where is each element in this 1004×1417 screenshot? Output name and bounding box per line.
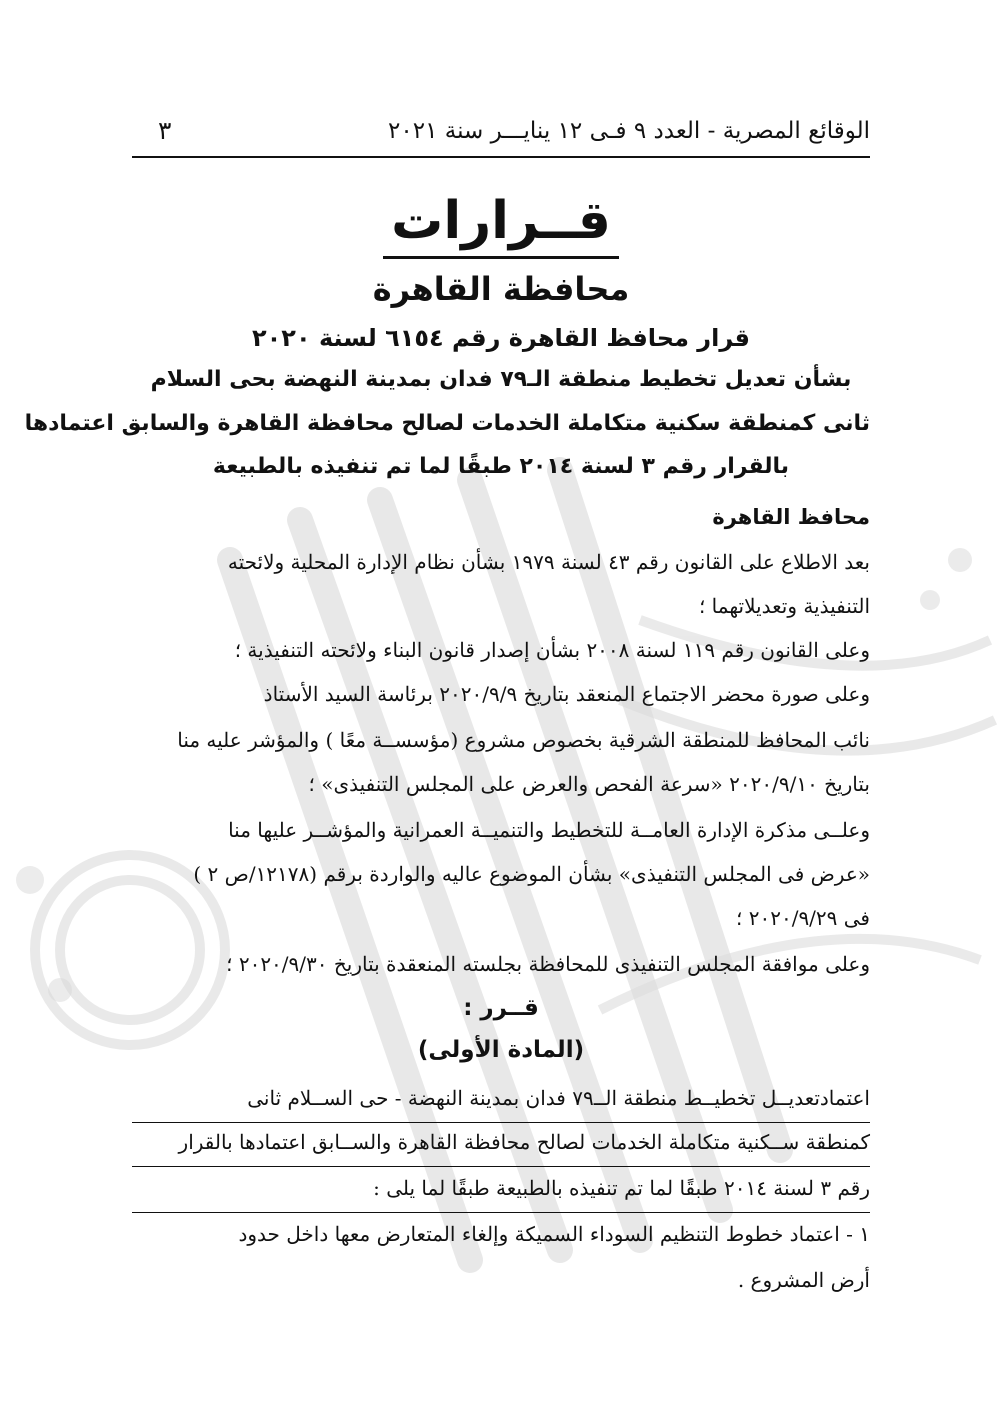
subject-line: ثانى كمنطقة سكنية متكاملة الخدمات لصالح محافظة القاهرة والسابق اعتمادها [24, 411, 870, 436]
body-line: وعلى موافقة المجلس التنفيذى للمحافظة بجلسته المنعقدة بتاريخ ٢٠٢٠/٩/٣٠ ؛ [226, 952, 870, 976]
section-title [132, 186, 870, 259]
article-line: كمنطقة ســكنية متكاملة الخدمات لصالح محافظة القاهرة والســابق اعتمادها بالقرار [178, 1130, 870, 1154]
running-header [132, 116, 870, 158]
section-title-text: قــرارات [383, 186, 619, 259]
subject-line: بشأن تعديل تخطيط منطقة الـ٧٩ فدان بمدينة النهضة بحى السلام [150, 367, 852, 392]
decision-label: قــرر : [463, 995, 539, 1021]
article-line: أرض المشروع . [737, 1268, 870, 1292]
body-line: وعلى القانون رقم ١١٩ لسنة ٢٠٠٨ بشأن إصدار قانون البناء ولائحته التنفيذية ؛ [234, 638, 870, 662]
divider [132, 1212, 870, 1213]
header-title: الوقائع المصرية - العدد ٩ فـى ١٢ ينايـــر سنة ٢٠٢١ [388, 118, 870, 144]
article-title: (المادة الأولى) [417, 1037, 585, 1063]
decree-title: قرار محافظ القاهرة رقم ٦١٥٤ لسنة ٢٠٢٠ [252, 324, 750, 352]
issuer-heading: محافظ القاهرة [712, 505, 870, 529]
page-number: ٣ [158, 116, 172, 145]
body-line: وعلــى مذكرة الإدارة العامــة للتخطيط والتنميــة العمرانية والمؤشــر عليها منا [228, 818, 870, 842]
article-line: اعتمادتعديــل تخطيــط منطقة الــ٧٩ فدان بمدينة النهضة - حى الســلام ثانى [247, 1086, 870, 1110]
article-line: ١ - اعتماد خطوط التنظيم السوداء السميكة وإلغاء المتعارض معها داخل حدود [238, 1222, 870, 1246]
subject-line: بالقرار رقم ٣ لسنة ٢٠١٤ طبقًا لما تم تنفيذه بالطبيعة [212, 454, 790, 479]
body-line: بتاريخ ٢٠٢٠/٩/١٠ «سرعة الفحص والعرض على المجلس التنفيذى» ؛ [308, 772, 870, 796]
authority-title: محافظة القاهرة [372, 270, 630, 308]
body-line: فى ٢٠٢٠/٩/٢٩ ؛ [736, 906, 870, 930]
body-line: وعلى صورة محضر الاجتماع المنعقد بتاريخ ٢٠٢٠/٩/٩ برئاسة السيد الأستاذ [263, 682, 870, 706]
divider [132, 1122, 870, 1123]
article-line: رقم ٣ لسنة ٢٠١٤ طبقًا لما تم تنفيذه بالطبيعة طبقًا لما يلى : [373, 1176, 870, 1200]
body-line: بعد الاطلاع على القانون رقم ٤٣ لسنة ١٩٧٩ بشأن نظام الإدارة المحلية ولائحته [227, 550, 870, 574]
body-line: «عرض فى المجلس التنفيذى» بشأن الموضوع عاليه والواردة برقم (١٢١٧٨/ص ٢ ) [193, 862, 870, 886]
body-line: نائب المحافظ للمنطقة الشرقية بخصوص مشروع (مؤسســة معًا ) والمؤشر عليه منا [177, 728, 870, 752]
body-line: التنفيذية وتعديلاتهما ؛ [698, 594, 870, 618]
divider [132, 1166, 870, 1167]
